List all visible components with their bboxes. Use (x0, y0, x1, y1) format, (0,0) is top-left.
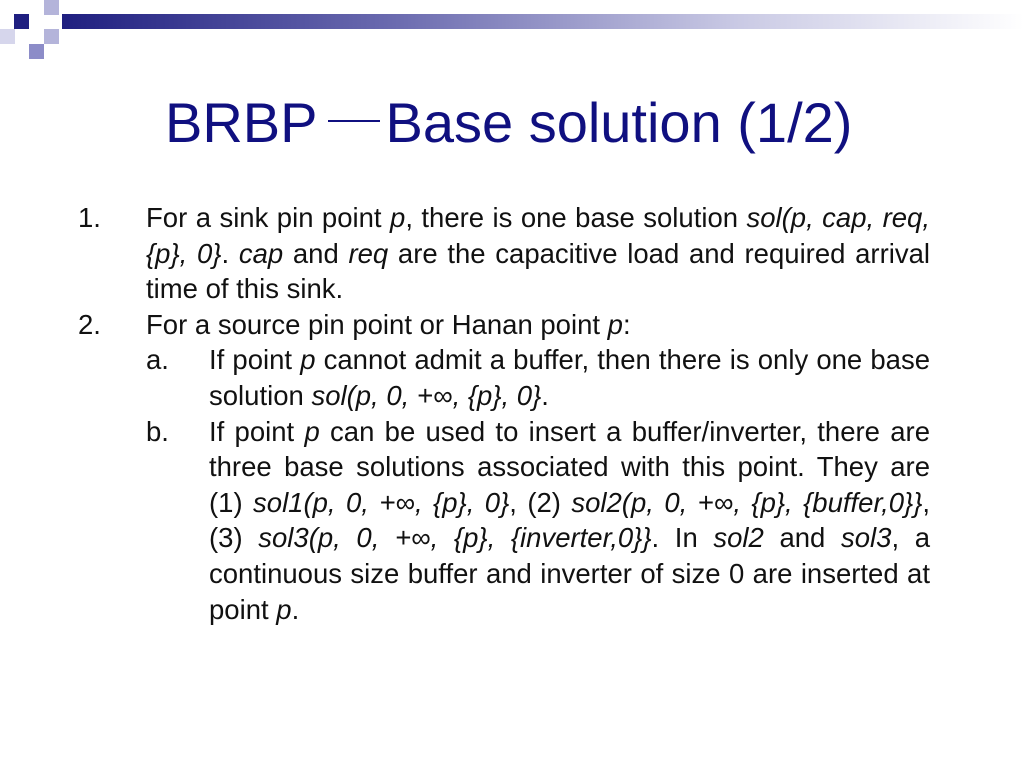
text-segment: sol3 (840, 522, 892, 554)
text-segment: For a sink pin point (146, 202, 391, 233)
text-segment: . (291, 593, 300, 625)
text-segment: If point (209, 415, 305, 447)
text-segment: req (348, 237, 389, 269)
text-segment: p (390, 202, 406, 233)
sub-list-item-text (209, 414, 930, 628)
text-segment: p (276, 593, 292, 625)
slide-title (165, 92, 995, 154)
text-segment: , (2) (509, 486, 572, 518)
title-part1: BRBP (165, 91, 318, 154)
sub-list-item-letter: b. (146, 415, 169, 447)
deco-square-light (44, 29, 59, 44)
text-segment: If point (209, 344, 301, 376)
text-segment: cannot admit a buffer, then there is only one base solution (209, 344, 930, 411)
list-item-number: 1. (78, 202, 101, 233)
list-item (78, 307, 930, 627)
sub-list-item (146, 342, 930, 413)
list-item-text (146, 200, 930, 307)
text-segment: p (300, 344, 316, 376)
text-segment: p (607, 308, 623, 340)
text-segment: are the capacitive load and required arrival time of this sink. (146, 237, 930, 305)
deco-square-light (29, 44, 44, 59)
list-item-number: 2. (78, 308, 101, 340)
text-segment: can be used to insert a buffer/inverter, there are three base solutions associated with this point. They are (1) (209, 415, 930, 518)
text-segment: . In (651, 522, 714, 554)
text-segment: sol(p, cap, req, {p}, 0} (146, 202, 930, 269)
text-segment: sol2 (713, 522, 764, 554)
list-item (78, 200, 930, 307)
sub-list-item-text (209, 342, 930, 413)
deco-square-dark (14, 14, 29, 29)
list-item-text (146, 307, 930, 627)
slide-body (78, 200, 930, 627)
text-segment: : (622, 308, 631, 340)
text-segment: and (763, 522, 841, 554)
text-segment: and (283, 237, 349, 269)
deco-square-light (44, 0, 59, 15)
text-segment: sol1(p, 0, +∞, {p}, 0} (253, 486, 510, 518)
sub-list-item (146, 414, 930, 628)
text-segment: sol2(p, 0, +∞, {p}, {buffer,0}} (571, 486, 923, 518)
deco-square-light (0, 29, 15, 44)
text-segment: , there is one base solution (405, 202, 747, 233)
sub-list-item-letter: a. (146, 344, 169, 376)
text-segment: , a continuous size buffer and inverter of size 0 are inserted at point (209, 522, 931, 625)
title-dash (328, 120, 380, 122)
text-segment: . (541, 379, 549, 411)
text-segment: sol(p, 0, +∞, {p}, 0} (311, 379, 542, 411)
text-segment: . (221, 237, 239, 269)
list-item-lead (146, 307, 930, 343)
text-segment: sol3(p, 0, +∞, {p}, {inverter,0}} (258, 522, 652, 554)
list-item-lead (146, 200, 930, 307)
text-segment: p (304, 415, 320, 447)
text-segment: , (3) (209, 486, 931, 554)
text-segment: For a source pin point or Hanan point (146, 308, 608, 340)
title-part2: Base solution (1/2) (385, 91, 853, 154)
header-gradient-bar (62, 14, 1024, 29)
text-segment: cap (238, 237, 284, 269)
